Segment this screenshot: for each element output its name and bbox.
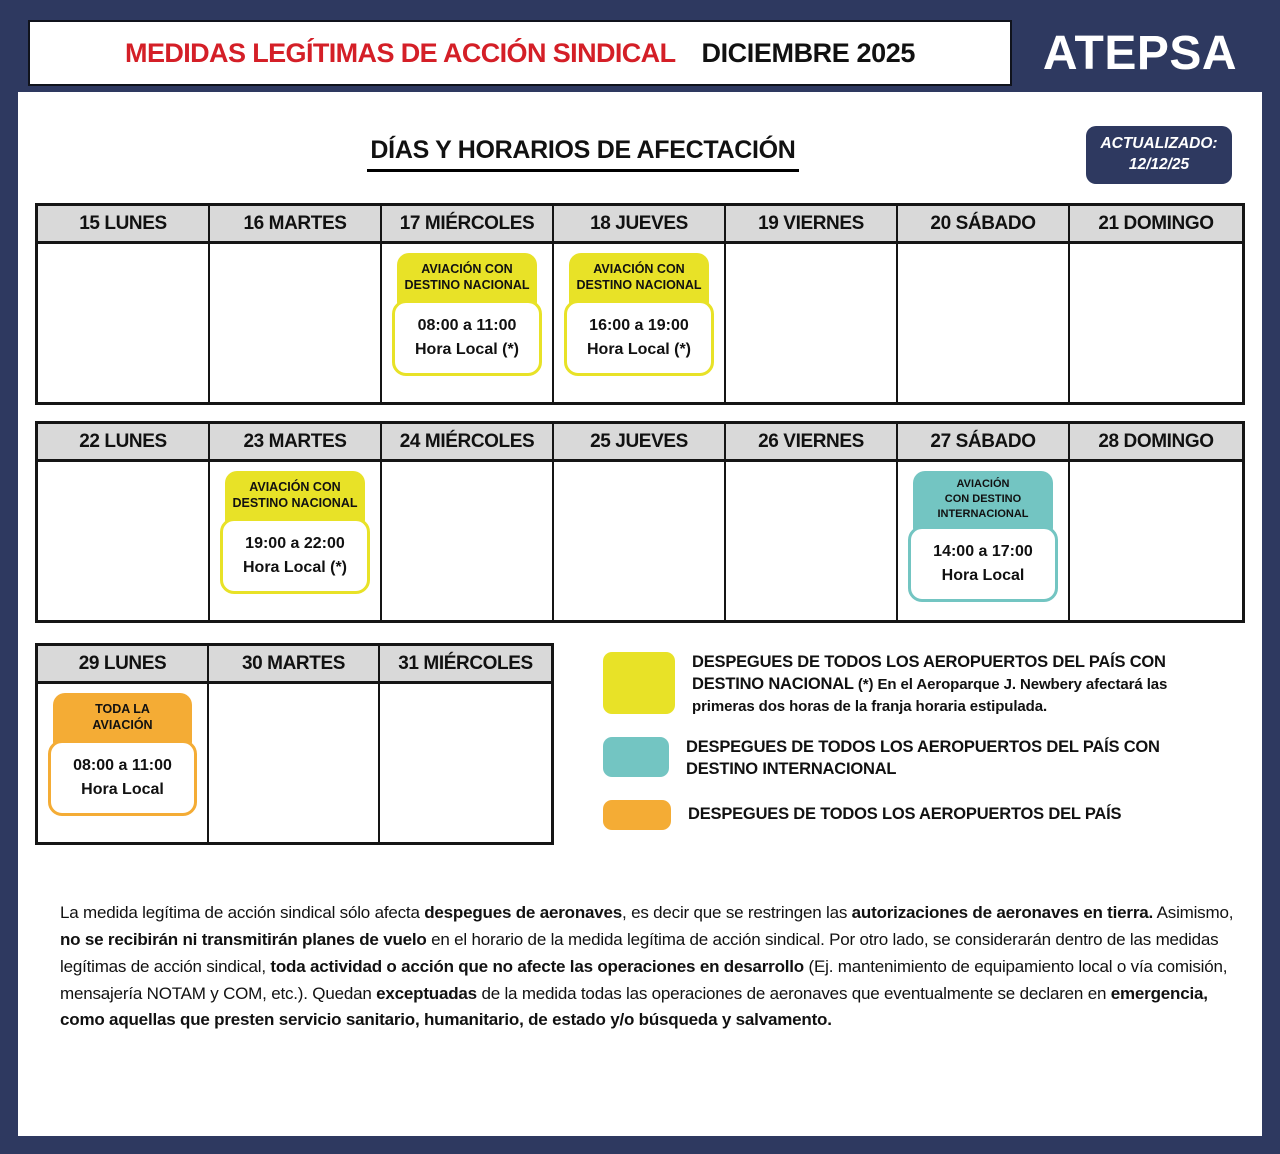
legend-label-text: DESPEGUES DE TODOS LOS AEROPUERTOS DEL PAÍS CON DESTINO NACIONAL <box>692 653 1166 693</box>
day-header: 30 MARTES <box>209 646 380 684</box>
event-badge-line: DESTINO NACIONAL <box>232 496 358 511</box>
month-label: DICIEMBRE 2025 <box>701 37 915 68</box>
day-header: 22 LUNES <box>38 424 210 462</box>
event <box>382 244 552 376</box>
legend-label <box>686 737 1164 781</box>
footer-segment: La medida legítima de acción sindical sólo afecta <box>60 903 425 922</box>
footer-segment: de la medida todas las operaciones de aeronaves que eventualmente se declaren en <box>476 983 1111 1003</box>
event-badge-line: AVIACIÓN CON <box>421 262 513 276</box>
day-header: 24 MIÉRCOLES <box>382 424 554 462</box>
day-cell <box>726 462 898 620</box>
legend <box>603 652 1253 830</box>
day-header: 25 JUEVES <box>554 424 726 462</box>
content-panel <box>18 92 1262 1136</box>
event-badge-line: DESTINO NACIONAL <box>404 278 530 293</box>
flyer-title: MEDIDAS LEGÍTIMAS DE ACCIÓN SINDICAL <box>125 37 676 68</box>
event-time-box <box>220 518 370 594</box>
union-logo: ATEPSA <box>1042 27 1238 80</box>
event-time-note: Hora Local (*) <box>586 340 691 358</box>
footer-segment: no se recibirán ni transmitirán planes de vuelo <box>60 929 427 949</box>
legend-note-text: (*) En el Aeroparque J. Newbery afectará las primeras dos horas de la franja horaria estipulada. <box>692 675 1168 715</box>
section-title: DÍAS Y HORARIOS DE AFECTACIÓN <box>18 136 1262 172</box>
event-badge-line: DESTINO NACIONAL <box>576 278 702 293</box>
event-time-range: 08:00 a 11:00 <box>417 316 517 334</box>
event <box>554 244 724 376</box>
event <box>210 462 380 594</box>
event-time-box <box>48 740 197 816</box>
header-banner <box>28 20 1012 86</box>
event-time-note: Hora Local <box>941 566 1025 584</box>
day-header: 29 LUNES <box>38 646 209 684</box>
day-header: 18 JUEVES <box>554 206 726 244</box>
day-cell <box>380 684 551 842</box>
event-time-range: 08:00 a 11:00 <box>73 756 172 774</box>
event-time-box <box>392 300 542 376</box>
event-time-note: Hora Local (*) <box>242 558 347 576</box>
day-cell <box>382 462 554 620</box>
event-badge-line: AVIACIÓN CON <box>249 480 341 494</box>
day-header: 15 LUNES <box>38 206 210 244</box>
event-time-box <box>908 526 1058 602</box>
day-header: 28 DOMINGO <box>1070 424 1242 462</box>
day-cell <box>210 462 382 620</box>
footer-segment: en el horario de la medida legítima de acción sindical. Por otro lado, se considerarán dentro de las medidas legítimas de acción sindical, <box>60 929 1219 976</box>
day-cell <box>726 244 898 402</box>
footer-segment: Asimismo, <box>1153 903 1234 922</box>
day-header: 23 MARTES <box>210 424 382 462</box>
footer-segment: toda actividad o acción que no afecte las operaciones en desarrollo <box>270 956 804 976</box>
event-badge-line: AVIACIÓN <box>956 478 1010 490</box>
day-cell <box>898 462 1070 620</box>
day-cell <box>554 244 726 402</box>
event-time-range: 19:00 a 22:00 <box>245 534 345 552</box>
day-cell <box>898 244 1070 402</box>
day-header: 21 DOMINGO <box>1070 206 1242 244</box>
day-header: 17 MIÉRCOLES <box>382 206 554 244</box>
day-cell <box>210 244 382 402</box>
day-cell <box>1070 244 1242 402</box>
footer-segment: despegues de aeronaves <box>424 903 623 922</box>
legend-label-text: DESPEGUES DE TODOS LOS AEROPUERTOS DEL PAÍS CON DESTINO INTERNACIONAL <box>686 737 1160 778</box>
event-time-note: Hora Local <box>81 780 164 798</box>
updated-label: ACTUALIZADO: <box>1100 135 1218 153</box>
footer-segment: exceptuadas <box>376 983 477 1003</box>
calendar-week-2 <box>35 421 1245 623</box>
day-cell <box>38 462 210 620</box>
event <box>898 462 1068 602</box>
legend-label <box>688 804 1166 826</box>
day-cell <box>38 244 210 402</box>
legend-label-text: DESPEGUES DE TODOS LOS AEROPUERTOS DEL PAÍS <box>688 804 1122 823</box>
footer-segment: , es decir que se restringen las <box>622 903 852 922</box>
day-cell <box>209 684 380 842</box>
event-time-range: 16:00 a 19:00 <box>589 316 689 334</box>
event-badge-line: INTERNACIONAL <box>937 507 1029 520</box>
footer-paragraph <box>60 900 1240 1034</box>
updated-date: 12/12/25 <box>1128 156 1190 173</box>
day-cell <box>554 462 726 620</box>
day-header: 27 SÁBADO <box>898 424 1070 462</box>
legend-swatch-all <box>603 800 671 830</box>
day-cell <box>38 684 209 842</box>
event <box>38 684 207 816</box>
event-time-note: Hora Local (*) <box>414 340 519 358</box>
event-badge-line: AVIACIÓN <box>92 718 153 733</box>
day-header: 16 MARTES <box>210 206 382 244</box>
event-badge-line: CON DESTINO <box>944 492 1022 505</box>
calendar-week-3 <box>35 643 554 845</box>
legend-item <box>603 737 1253 781</box>
day-header: 20 SÁBADO <box>898 206 1070 244</box>
event-badge-line: TODA LA <box>95 702 150 716</box>
calendar-week-1 <box>35 203 1245 405</box>
legend-label <box>692 652 1170 718</box>
day-cell <box>1070 462 1242 620</box>
day-cell <box>382 244 554 402</box>
event-time-range: 14:00 a 17:00 <box>933 542 1033 560</box>
legend-item <box>603 800 1253 830</box>
footer-segment: (Ej. mantenimiento de equipamiento local o vía comisión, mensajería NOTAM y COM, etc.). Quedan <box>60 956 1228 1003</box>
day-header: 19 VIERNES <box>726 206 898 244</box>
footer-segment: emergencia, como aquellas que presten servicio sanitario, humanitario, de estado y/o búsqueda y salvamento. <box>60 983 1208 1030</box>
day-header: 31 MIÉRCOLES <box>380 646 551 684</box>
legend-item <box>603 652 1253 718</box>
footer-segment: autorizaciones de aeronaves en tierra. <box>851 903 1154 922</box>
event-badge-line: AVIACIÓN CON <box>593 262 685 276</box>
day-header: 26 VIERNES <box>726 424 898 462</box>
legend-swatch-national <box>603 652 675 714</box>
event-time-box <box>564 300 714 376</box>
legend-swatch-international <box>603 737 669 777</box>
updated-badge <box>1086 126 1232 184</box>
